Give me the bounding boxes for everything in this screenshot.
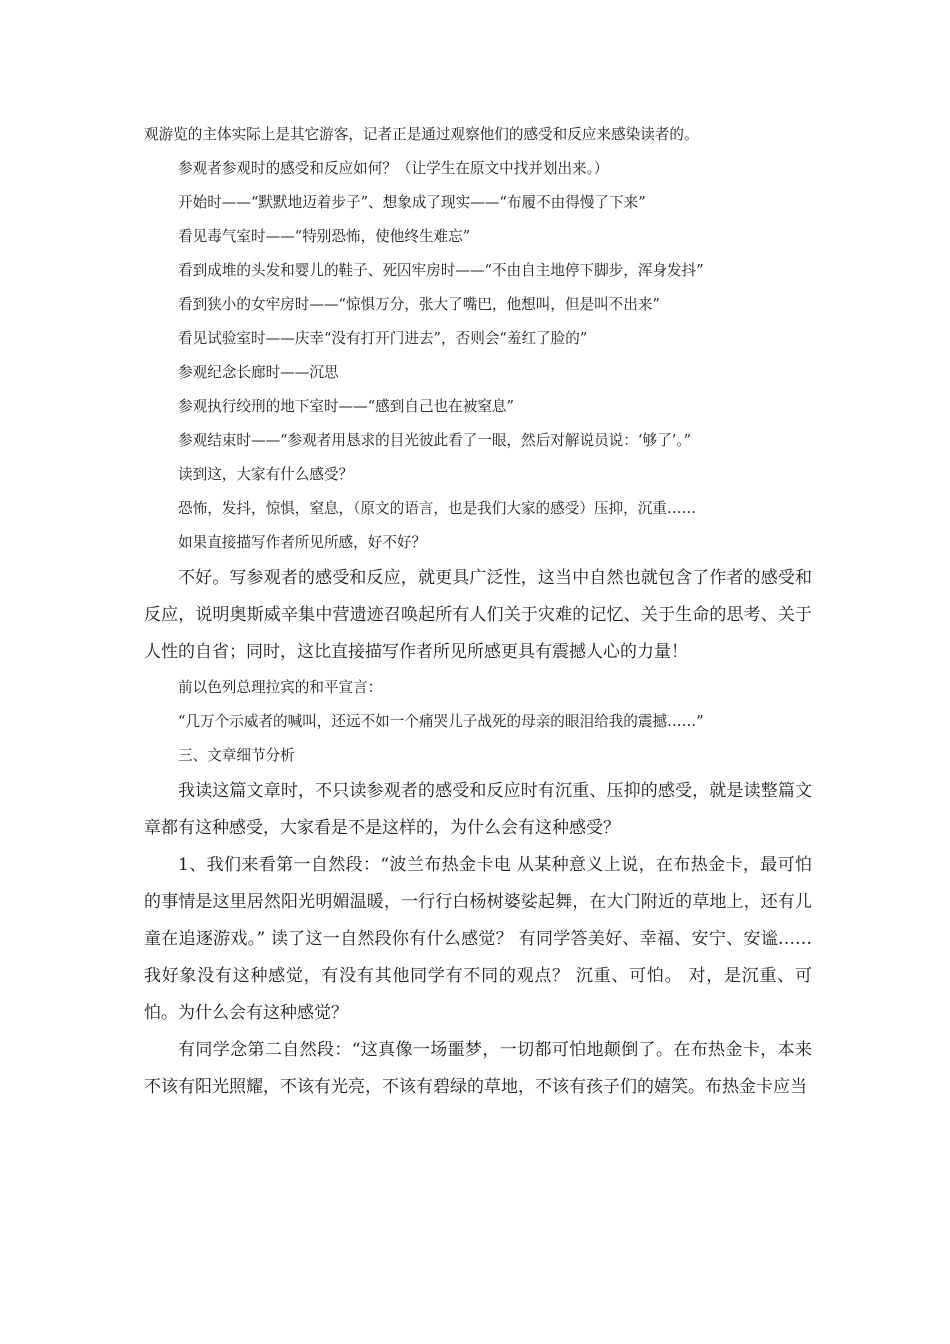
paragraph: 如果直接描写作者所见所感，好不好？ [178,534,427,551]
paragraph: 看见试验室时——庆幸“没有打开门进去”，否则会“羞红了脸的” [178,330,588,347]
paragraph: 看见毒气室时——“特别恐怖，使他终生难忘” [178,228,471,245]
paragraph: 读到这，大家有什么感受？ [178,466,354,483]
paragraph: 参观结束时——“参观者用恳求的目光彼此看了一眼，然后对解说员说：‘够了’。” [178,432,692,449]
paragraph: 有同学念第二自然段：“这真像一场噩梦，一切都可怕地颠倒了。在布热金卡，本来不该有阳光照耀，不该有光亮，不该有碧绿的草地，不该有孩子们的嬉笑。布热金卡应当 [144,1040,812,1097]
paragraph: 看到成堆的头发和婴儿的鞋子、死囚牢房时——“不由自主地停下脚步，浑身发抖” [178,262,704,279]
paragraph: 恐怖，发抖，惊惧，窒息，（原文的语言，也是我们大家的感受）压抑，沉重…… [178,500,697,517]
section-heading: 三、文章细节分析 [178,747,295,764]
paragraph: 参观者参观时的感受和反应如何？（让学生在原文中找并划出来。） [178,160,609,177]
paragraph: 前以色列总理拉宾的和平宣言： [178,679,383,696]
paragraph: 观游览的主体实际上是其它游客，记者正是通过观察他们的感受和反应来感染读者的。 [144,126,699,143]
quote-paragraph: “几万个示威者的喊叫，还远不如一个痛哭儿子战死的母亲的眼泪给我的震撼……” [178,713,704,730]
paragraph: 1、我们来看第一自然段：“波兰布热金卡电 从某种意义上说，在布热金卡，最可怕的事情是这里居然阳光明媚温暖，一行行白杨树婆娑起舞，在大门附近的草地上，还有儿童在追逐游戏。” 读了这一自然段你有什么感觉？ 有同学答美好、幸福、安宁、安谧…… 我好象没有这种感觉，有没有其他同学有不同的观点？ 沉重、可怕。 对，是沉重、可怕。为什么会有这种感觉？ [144,855,812,1023]
paragraph: 看到狭小的女牢房时——“惊惧万分，张大了嘴巴，他想叫，但是叫不出来” [178,296,660,313]
paragraph: 不好。写参观者的感受和反应，就更具广泛性，这当中自然也就包含了作者的感受和反应，说明奥斯威辛集中营遗迹召唤起所有人们关于灾难的记忆、关于生命的思考、关于人性的自省；同时，这比直接描写作者所见所感更具有震撼人心的力量！ [144,568,812,662]
paragraph: 参观纪念长廊时——沉思 [178,364,339,381]
document-body [144,118,812,1106]
paragraph: 参观执行绞刑的地下室时——“感到自己也在被窒息” [178,398,514,415]
paragraph: 开始时——“默默地迈着步子”、想象成了现实——“布履不由得慢了下来” [178,194,646,211]
paragraph: 我读这篇文章时，不只读参观者的感受和反应时有沉重、压抑的感受，就是读整篇文章都有这种感受，大家看是不是这样的，为什么会有这种感受？ [144,781,812,838]
